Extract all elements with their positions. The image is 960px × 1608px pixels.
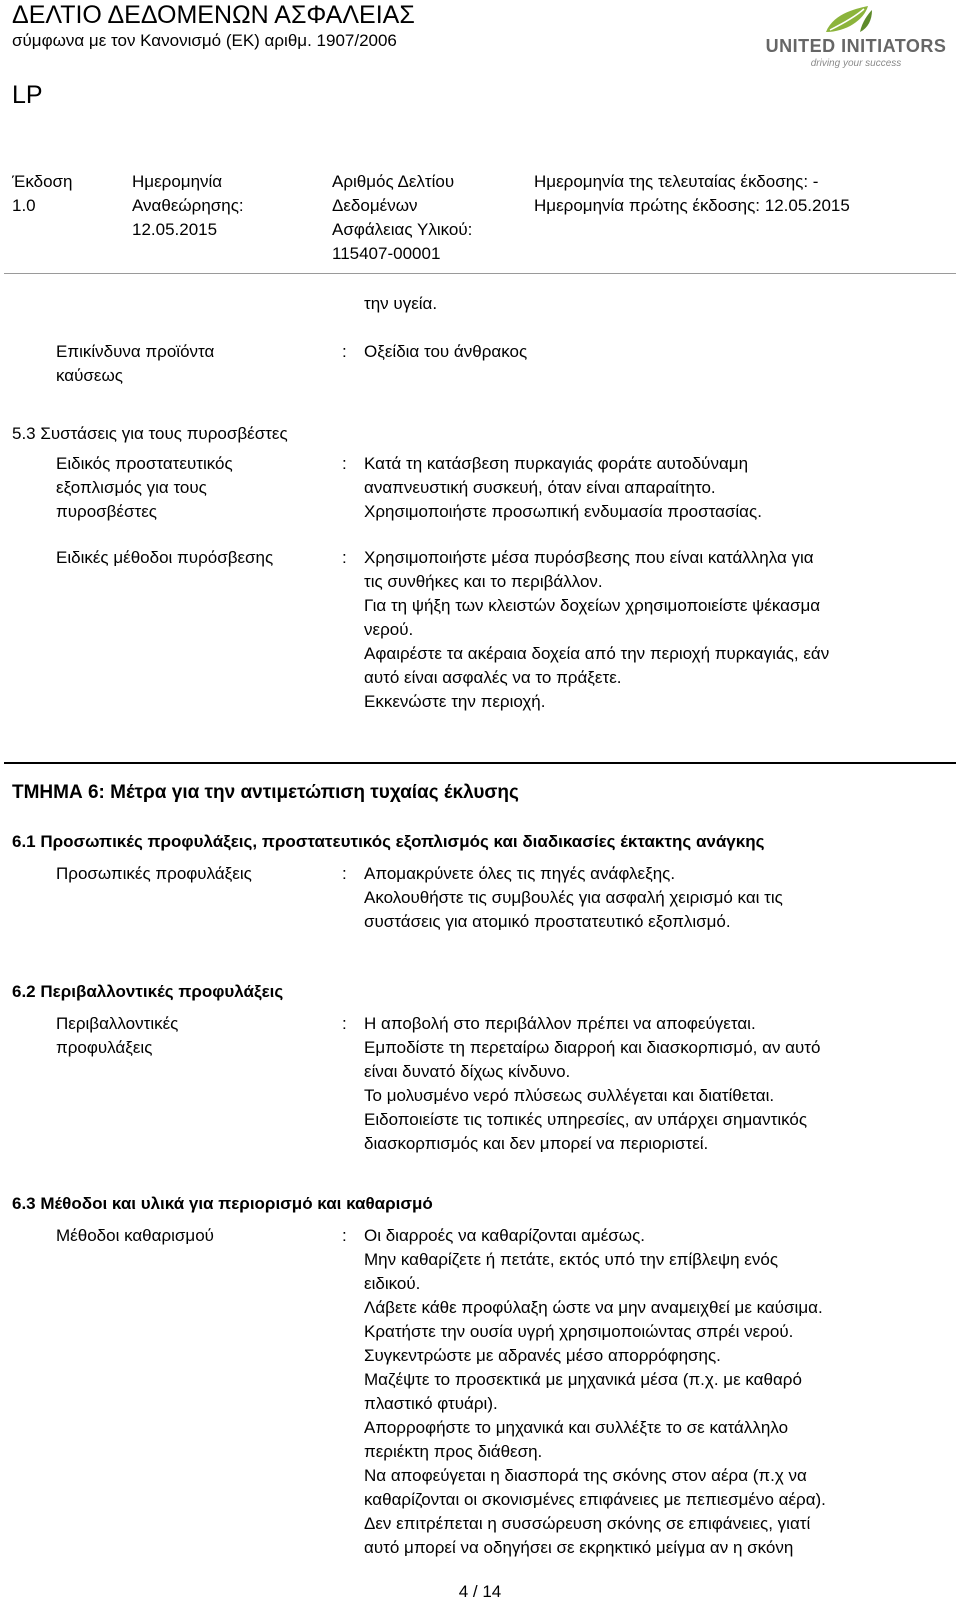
- logo-brand-text: UNITED INITIATORS: [765, 36, 947, 56]
- revision-value: 12.05.2015: [132, 220, 218, 239]
- ppe-label: Ειδικός προστατευτικός εξοπλισμός για τους πυροσβέστες: [56, 454, 233, 521]
- subsection-5-3-heading: 5.3 Συστάσεις για τους πυροσβέστες: [12, 424, 288, 443]
- personal-precautions-label: Προσωπικές προφυλάξεις: [56, 864, 252, 883]
- sds-number-block: [332, 170, 472, 266]
- environmental-precautions-text: Η αποβολή στο περιβάλλον πρέπει να αποφεύγεται. Εμποδίστε τη περεταίρω διαρροή και διασκορπισμό, αν αυτό είναι δυνατό δίχως κίνδυνο. Το μολυσμένο νερό πλύσεως συλλέγεται και διατίθεται. Ειδοποιείστε τις τοπικές υπηρεσίες, αν υπάρχει σημαντικός διασκορπισμός και δεν μπορεί να περιοριστεί.: [364, 1014, 821, 1153]
- combustion-products-label: Επικίνδυνα προϊόντα καύσεως: [56, 342, 215, 385]
- colon-separator: :: [342, 548, 347, 567]
- first-issue-date: Ημερομηνία πρώτης έκδοσης: 12.05.2015: [534, 196, 850, 215]
- combustion-products-value: Οξείδια του άνθρακος: [364, 342, 528, 361]
- version-block: [12, 170, 73, 218]
- ppe-text: Κατά τη κατάσβεση πυρκαγιάς φοράτε αυτοδύναμη αναπνευστική συσκευή, όταν είναι απαραίτητο. Χρησιμοποιήστε προσωπική ενδυμασία προστασίας.: [364, 454, 762, 521]
- colon-separator: :: [342, 864, 347, 883]
- issue-dates-block: [534, 170, 850, 218]
- regulation-subtitle: σύμφωνα με τον Κανονισμό (ΕΚ) αριθμ. 1907/2006: [12, 31, 397, 50]
- version-label: Έκδοση: [12, 172, 73, 191]
- logo-tagline: driving your success: [810, 58, 902, 69]
- header-divider: [4, 273, 956, 274]
- company-logo: [760, 2, 952, 72]
- cleanup-methods-text: Οι διαρροές να καθαρίζονται αμέσως. Μην καθαρίζετε ή πετάτε, εκτός υπό την επίβλεψη ενός ειδικού. Λάβετε κάθε προφύλαξη ώστε να μην αναμειχθεί με καύσιμα. Κρατήστε την ουσία υγρή χρησιμοποιώντας σπρέι νερού. Συγκεντρώστε με αδρανές μέσο απορρόφησης. Μαζέψτε το προσεκτικά με μηχανικά μέσα (π.χ. με καθαρό πλαστικό φτυάρι). Απορροφήστε το μηχανικά και συλλέξτε το σε κατάλληλο περιέκτη προς διάθεση. Να αποφεύγεται η διασπορά της σκόνης στον αέρα (π.χ να καθαρίζονται οι σκονισμένες επιφάνειες με πεπιεσμένο αέρα). Δεν επιτρέπεται η συσσώρευση σκόνης σε επιφάνειες, γιατί αυτό μπορεί να οδηγήσει σε εκρηκτικό μείγμα αν η σκόνη: [364, 1226, 826, 1557]
- section-6-heading: ΤΜΗΜΑ 6: Μέτρα για την αντιμετώπιση τυχαίας έκλυσης: [12, 782, 519, 803]
- subsection-6-1-heading: 6.1 Προσωπικές προφυλάξεις, προστατευτικός εξοπλισμός και διαδικασίες έκτακτης ανάγκης: [12, 832, 765, 851]
- sds-value: 115407-00001: [332, 244, 441, 263]
- colon-separator: :: [342, 342, 347, 361]
- sds-label-line3: Ασφάλειας Υλικού:: [332, 220, 473, 239]
- colon-separator: :: [342, 1226, 347, 1245]
- sds-label-line1: Αριθμός Δελτίου: [332, 172, 455, 191]
- colon-separator: :: [342, 1014, 347, 1033]
- colon-separator: :: [342, 454, 347, 473]
- subsection-6-3-heading: 6.3 Μέθοδοι και υλικά για περιορισμό και καθαρισμό: [12, 1194, 433, 1213]
- page-number: 4 / 14: [458, 1582, 502, 1601]
- section-divider: [4, 762, 956, 764]
- version-value: 1.0: [12, 196, 36, 215]
- environmental-precautions-label: Περιβαλλοντικές προφυλάξεις: [56, 1014, 179, 1057]
- document-title: ΔΕΛΤΙΟ ΔΕΔΟΜΕΝΩΝ ΑΣΦΑΛΕΙΑΣ: [12, 1, 415, 29]
- product-name: LP: [12, 81, 43, 109]
- personal-precautions-text: Απομακρύνετε όλες τις πηγές ανάφλεξης. Ακολουθήστε τις συμβουλές για ασφαλή χειρισμό και τις συστάσεις για ατομικό προστατευτικό εξοπλισμό.: [364, 864, 783, 931]
- extinguishing-methods-label: Ειδικές μέθοδοι πυρόσβεσης: [56, 548, 274, 567]
- continuation-text: την υγεία.: [364, 294, 438, 313]
- last-issue-date: Ημερομηνία της τελευταίας έκδοσης: -: [534, 172, 819, 191]
- revision-block: [132, 170, 244, 242]
- revision-label-line1: Ημερομηνία: [132, 172, 223, 191]
- extinguishing-methods-text: Χρησιμοποιήστε μέσα πυρόσβεσης που είναι κατάλληλα για τις συνθήκες και το περιβάλλον. Για τη ψήξη των κλειστών δοχείων χρησιμοποιείστε ψέκασμα νερού. Αφαιρέστε τα ακέραια δοχεία από την περιοχή πυρκαγιάς, εάν αυτό είναι ασφαλές να το πράξετε. Εκκενώστε την περιοχή.: [364, 548, 830, 711]
- sds-label-line2: Δεδομένων: [332, 196, 418, 215]
- subsection-6-2-heading: 6.2 Περιβαλλοντικές προφυλάξεις: [12, 982, 284, 1001]
- revision-label-line2: Αναθεώρησης:: [132, 196, 244, 215]
- cleanup-methods-label: Μέθοδοι καθαρισμού: [56, 1226, 214, 1245]
